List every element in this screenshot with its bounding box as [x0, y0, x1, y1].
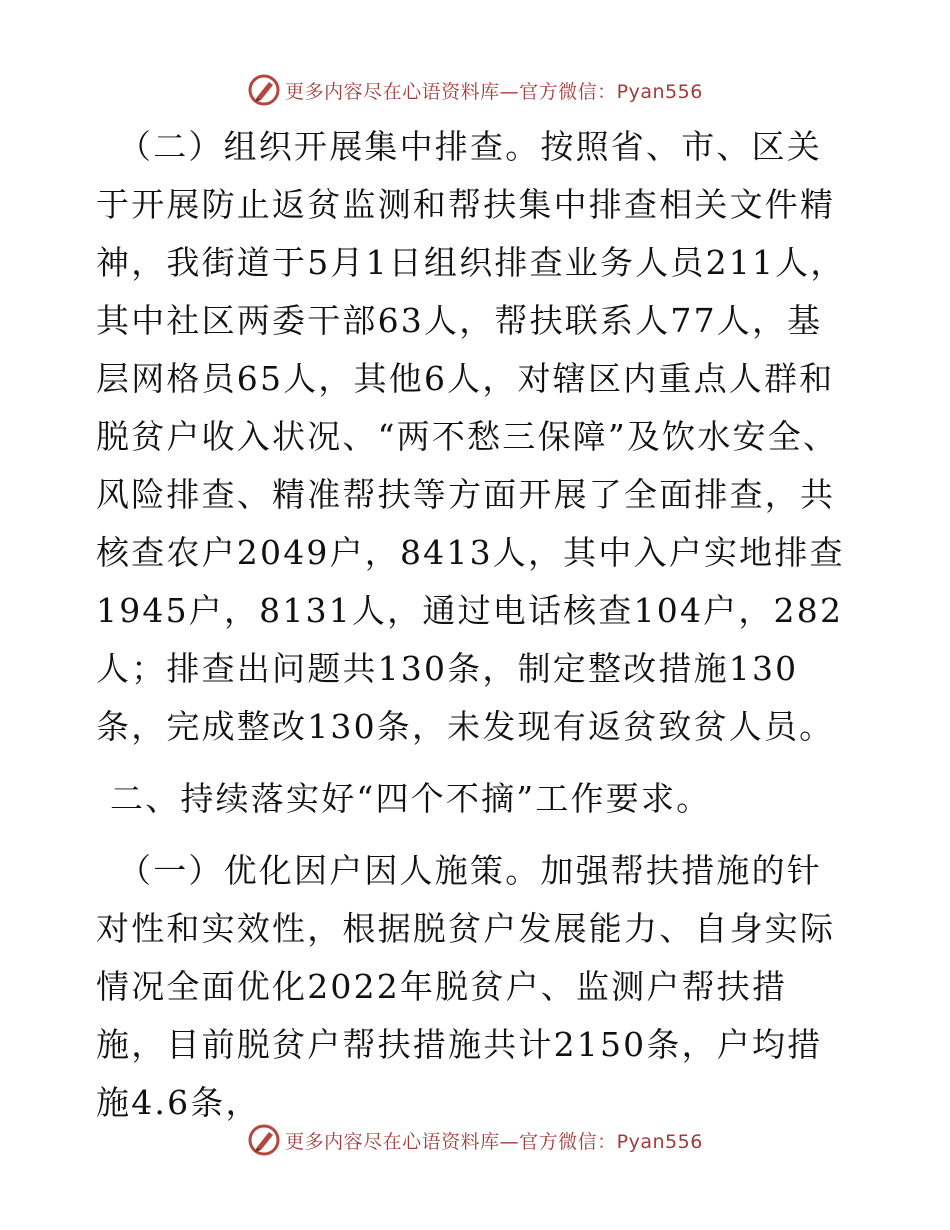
paragraph-centralized-inspection: （二）组织开展集中排查。按照省、市、区关于开展防止返贫监测和帮扶集中排查相关文件精神，我街道于5月1日组织排查业务人员211人，其中社区两委干部63人，帮扶联系人77人，基层网格员65人，其他6人，对辖区内重点人群和脱贫户收入状况、“两不愁三保障”及饮水安全、风险排查、精准帮扶等方面开展了全面排查，共核查农户2049户，8413人，其中入户实地排查1945户，8131人，通过电话核查104户，282人；排查出问题共130条，制定整改措施130条，完成整改130条，未发现有返贫致贫人员。: [96, 127, 846, 746]
watermark-text: 更多内容尽在心语资料库—官方微信：Pyan556: [285, 1130, 703, 1153]
pen-logo-icon: [247, 73, 281, 107]
paragraph-optimize-measures: （一）优化因户因人施策。加强帮扶措施的针对性和实效性，根据脱贫户发展能力、自身实际情况全面优化2022年脱贫户、监测户帮扶措施，目前脱贫户帮扶措施共计2150条，户均措施4.6条，: [96, 851, 836, 1122]
footer-watermark-banner: [0, 1120, 950, 1160]
document-body: [96, 118, 856, 1132]
watermark-text: 更多内容尽在心语资料库—官方微信：Pyan556: [285, 80, 703, 103]
pen-logo-icon: [247, 1123, 281, 1157]
header-watermark-banner: [0, 70, 950, 110]
section-heading-four-not-remove: 二、持续落实好“四个不摘”工作要求。: [110, 779, 712, 818]
